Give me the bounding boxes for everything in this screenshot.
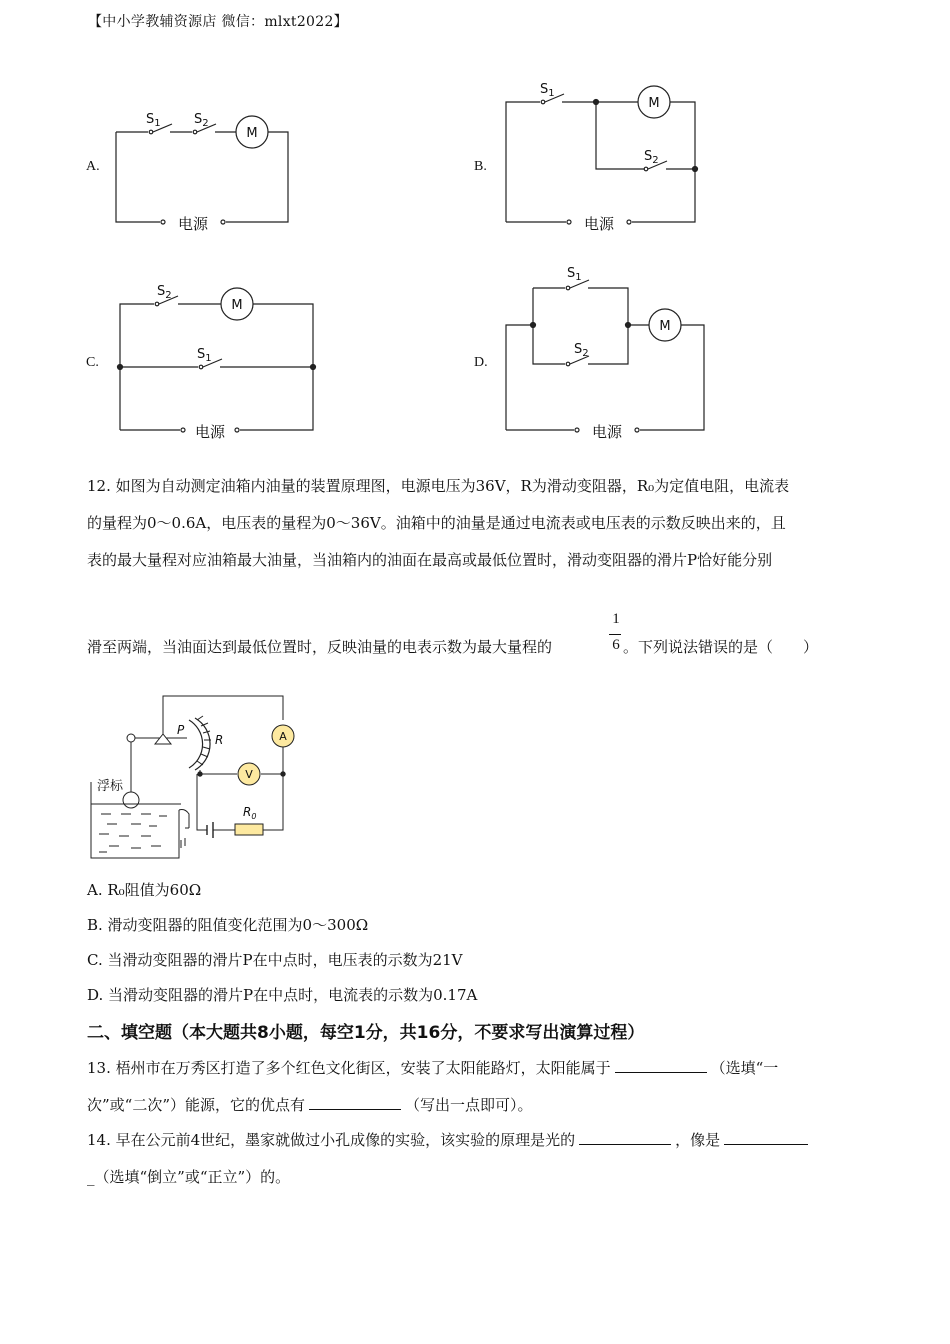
q13-line-2 bbox=[87, 1094, 533, 1115]
s2-label-c: $S_2$ bbox=[157, 284, 172, 301]
q12-line-2: 的量程为0～0.6A，电压表的量程为0～36V。油箱中的油量是通过电流表或电压表的示数反映出来的，且 bbox=[87, 514, 786, 532]
oil-tank-figure bbox=[85, 690, 305, 865]
q13-blank-1[interactable] bbox=[615, 1058, 707, 1073]
q12-choice-c: C. 当滑动变阻器的滑片P在中点时，电压表的示数为21V bbox=[87, 951, 463, 969]
q14-line-1-text-b: ，像是 bbox=[675, 1131, 721, 1149]
fraction-numerator: 1 bbox=[612, 611, 620, 627]
power-label-a: 电源 bbox=[177, 215, 209, 233]
s2-label-a: $S_2$ bbox=[194, 112, 209, 129]
q12-line-1: 12. 如图为自动测定油箱内油量的装置原理图，电源电压为36V，R为滑动变阻器，R₀为定值电阻，电流表 bbox=[87, 477, 790, 495]
fraction-bar bbox=[609, 634, 621, 635]
circuit-options-figure bbox=[0, 60, 950, 460]
q14-blank-2[interactable] bbox=[724, 1130, 808, 1145]
option-b-label: B. bbox=[474, 159, 487, 174]
motor-label-b: M bbox=[648, 96, 660, 111]
s2-label-b: $S_2$ bbox=[644, 149, 659, 166]
r0-resistor bbox=[235, 824, 263, 835]
q12-choice-b: B. 滑动变阻器的阻值变化范围为0～300Ω bbox=[87, 916, 369, 934]
ammeter-label: A bbox=[279, 730, 287, 743]
q13-line-2-text-a: 次”或“二次”）能源，它的优点有 bbox=[87, 1096, 306, 1114]
motor-label-a: M bbox=[246, 126, 258, 141]
circuit-a bbox=[116, 116, 288, 224]
circuit-c bbox=[118, 288, 316, 432]
motor-label-c: M bbox=[231, 298, 243, 313]
q14-line-1 bbox=[87, 1129, 808, 1150]
q13-line-2-text-b: （写出一点即可）。 bbox=[405, 1096, 533, 1114]
option-a-label: A. bbox=[86, 159, 100, 174]
q13-blank-2[interactable] bbox=[309, 1095, 401, 1110]
q12-choice-a: A. R₀阻值为60Ω bbox=[87, 881, 202, 899]
circuit-d bbox=[506, 280, 704, 432]
q13-line-1-text-a: 13. 梧州市在万秀区打造了多个红色文化街区，安装了太阳能路灯，太阳能属于 bbox=[87, 1059, 611, 1077]
slider-p-label: P bbox=[177, 723, 185, 737]
q13-line-1 bbox=[87, 1057, 778, 1078]
q12-line-3: 表的最大量程对应油箱最大油量，当油箱内的油面在最高或最低位置时，滑动变阻器的滑片P恰好能分别 bbox=[87, 551, 773, 569]
power-label-d: 电源 bbox=[591, 423, 623, 441]
battery-symbol bbox=[207, 822, 213, 838]
s1-label-d: $S_1$ bbox=[567, 266, 582, 283]
power-label-c: 电源 bbox=[194, 423, 226, 441]
float-label: 浮标 bbox=[97, 779, 124, 794]
q13-line-1-text-b: （选填“一 bbox=[710, 1059, 779, 1077]
q14-line-2: _（选填“倒立”或“正立”）的。 bbox=[87, 1168, 291, 1186]
s1-label-c: $S_1$ bbox=[197, 347, 212, 364]
r0-label: $R_0$ bbox=[243, 805, 257, 821]
s2-label-d: $S_2$ bbox=[574, 342, 589, 359]
option-d-label: D. bbox=[474, 355, 488, 370]
section-2-title: 二、填空题（本大题共8小题，每空1分，共16分，不要求写出演算过程） bbox=[87, 1023, 645, 1043]
page-header: 【中小学教辅资源店 微信：mlxt2022】 bbox=[88, 14, 348, 30]
option-c-label: C. bbox=[86, 355, 99, 370]
voltmeter-label: V bbox=[245, 768, 253, 781]
q14-blank-1[interactable] bbox=[579, 1130, 671, 1145]
s1-label-a: $S_1$ bbox=[146, 112, 161, 129]
power-label-b: 电源 bbox=[583, 215, 615, 233]
s1-label-b: $S_1$ bbox=[540, 82, 555, 99]
q12-choice-d: D. 当滑动变阻器的滑片P在中点时，电流表的示数为0.17A bbox=[87, 986, 478, 1004]
q12-line-4-text-b: 。下列说法错误的是（ ） bbox=[623, 638, 819, 656]
motor-label-d: M bbox=[659, 319, 671, 334]
q12-line-4 bbox=[87, 636, 552, 657]
circuit-b bbox=[506, 86, 698, 224]
fraction-denominator: 6 bbox=[612, 637, 620, 653]
q14-line-1-text-a: 14. 早在公元前4世纪，墨家就做过小孔成像的实验，该实验的原理是光的 bbox=[87, 1131, 576, 1149]
rheostat-r-label: R bbox=[215, 733, 224, 747]
q12-line-4-text-a: 滑至两端，当油面达到最低位置时，反映油量的电表示数为最大量程的 bbox=[87, 638, 553, 656]
